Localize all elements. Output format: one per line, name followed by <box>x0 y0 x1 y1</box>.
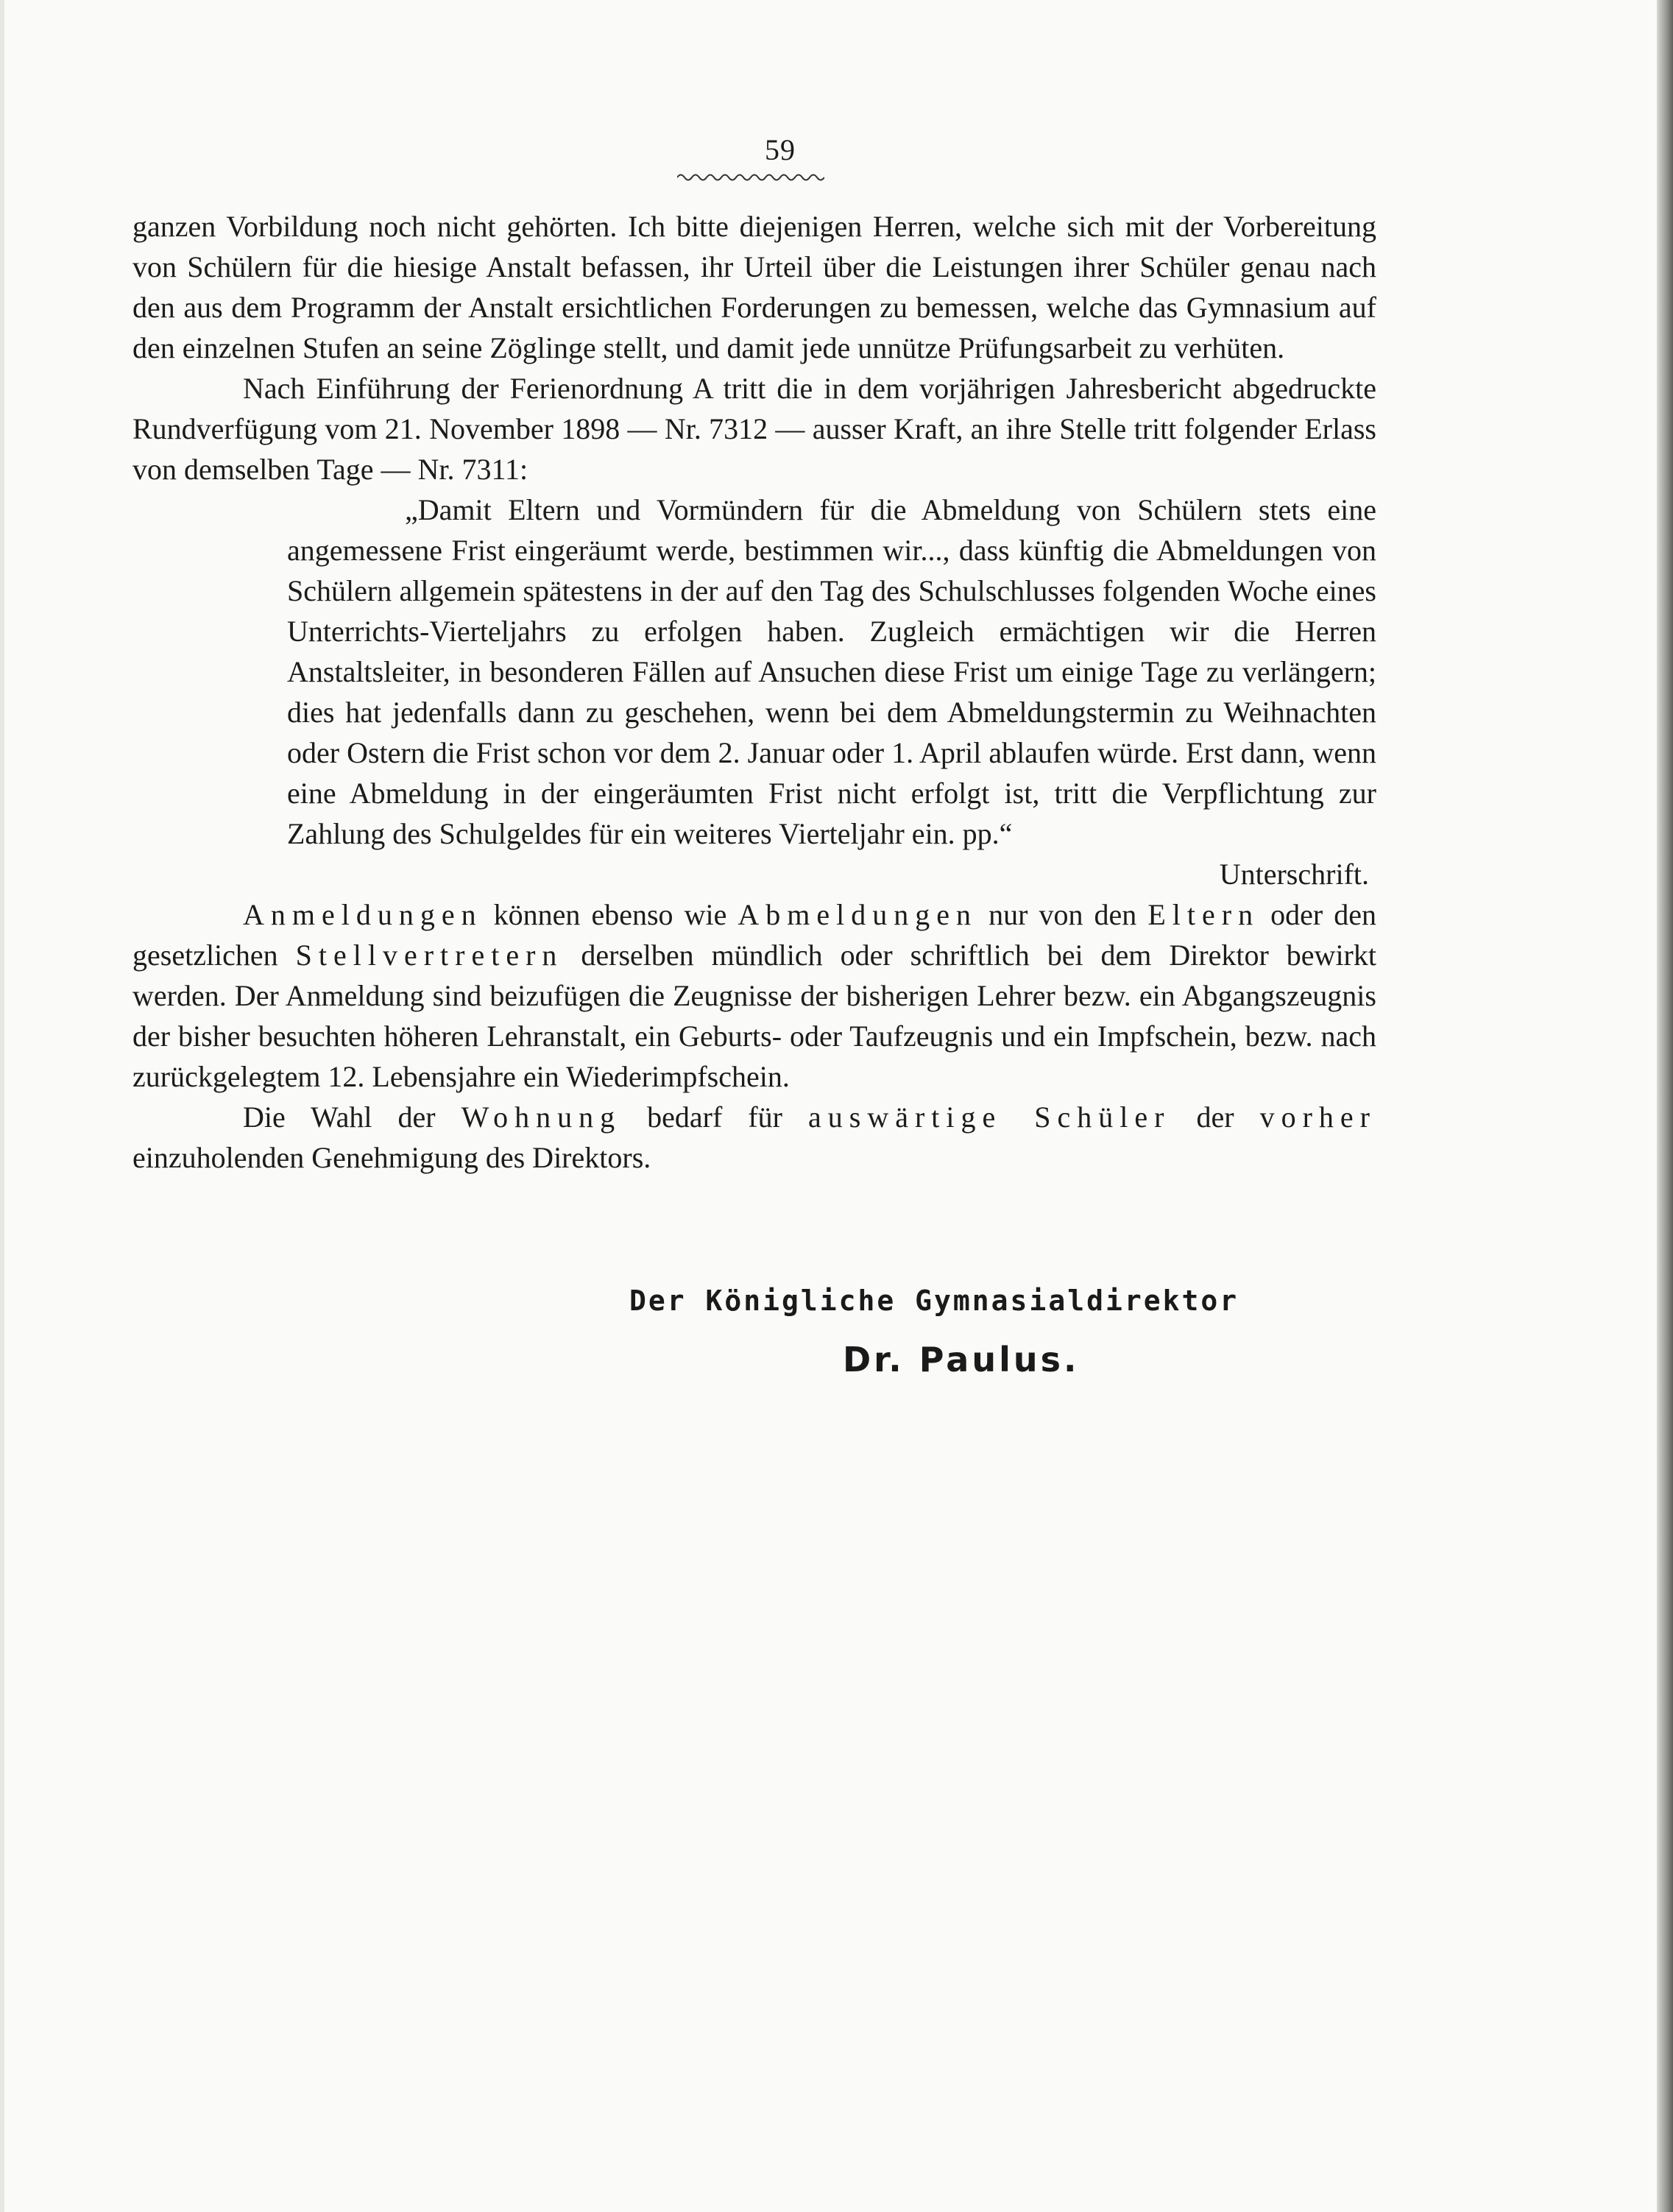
spaced-word-abmeldungen: Abmeldungen <box>738 898 978 931</box>
paragraph-wohnung: Die Wahl der Wohnung bedarf für auswärtige Schüler der vorher einzuholenden Genehmigung des Direktors. <box>132 1100 1377 1174</box>
spaced-word-auswaertige-schueler: auswärtige Schüler <box>808 1100 1171 1134</box>
scan-left-edge <box>0 0 4 2212</box>
signatory-title: Der Königliche Gymnasialdirektor <box>629 1285 1239 1317</box>
spaced-word-anmeldungen: Anmeldungen <box>243 898 483 931</box>
decorative-wavy-rule <box>677 171 824 184</box>
page-number: 59 <box>765 133 796 166</box>
body-text <box>132 206 1376 1178</box>
spaced-word-eltern: Eltern <box>1147 898 1260 931</box>
scan-right-edge <box>1657 0 1673 2212</box>
signatory-name: Dr. Paulus. <box>843 1340 1080 1379</box>
spaced-word-stellvertretern: Stellvertretern <box>295 939 564 972</box>
quote-signature: Unterschrift. <box>1219 858 1369 891</box>
spaced-word-vorher: vorher <box>1259 1100 1377 1134</box>
spaced-word-wohnung: Wohnung <box>461 1100 622 1134</box>
paragraph-anmeldungen: Anmeldungen können ebenso wie Abmeldungen nur von den Eltern oder den gesetzlichen Stellvertretern derselben mündlich oder schriftlich bei dem Direktor bewirkt werden. Der Anmeldung sind beizufügen die Zeugnisse der bisherigen Lehrer bezw. ein Abgangszeugnis der bisher besuchten höheren Lehranstalt, ein Geburts- oder Taufzeugnis und ein Impfschein, bezw. nach zurückgelegtem 12. Lebensjahre ein Wiederimpfschein. <box>132 898 1376 1093</box>
paragraph-ferienordnung: Nach Einführung der Ferienordnung A tritt die in dem vorjährigen Jahresbericht abgedruckte Rundverfügung vom 21. November 1898 — Nr. 7312 — ausser Kraft, an ihre Stelle tritt folgender Erlass von demselben Tage — Nr. 7311: <box>132 372 1376 486</box>
paragraph-preparation: ganzen Vorbildung noch nicht gehörten. Ich bitte diejenigen Herren, welche sich mit der Vorbereitung von Schülern für die hiesige Anstalt befassen, ihr Urteil über die Leistungen ihrer Schüler genau nach den aus dem Programm der Anstalt ersichtlichen Forderungen zu bemessen, welche das Gymnasium auf den einzelnen Stufen an seine Zöglinge stellt, und damit jede unnütze Prüfungsarbeit zu verhüten. <box>132 210 1376 364</box>
quoted-decree: „Damit Eltern und Vormündern für die Abmeldung von Schülern stets eine angemessene Frist eingeräumt werde, bestimmen wir..., dass künftig die Abmeldungen von Schülern allgemein spätestens in der auf den Tag des Schulschlusses folgenden Woche eines Unterrichts-Vierteljahrs zu erfolgen haben. Zugleich ermächtigen wir die Herren Anstaltsleiter, in besonderen Fällen auf Ansuchen diese Frist um einige Tage zu verlängern; dies hat jedenfalls dann zu geschehen, wenn bei dem Abmeldungstermin zu Weihnachten oder Ostern die Frist schon vor dem 2. Januar oder 1. April ablaufen würde. Erst dann, wenn eine Abmeldung in der eingeräumten Frist nicht erfolgt ist, tritt die Verpflichtung zur Zahlung des Schulgeldes für ein weiteres Vierteljahr ein. pp.“ <box>287 493 1376 850</box>
